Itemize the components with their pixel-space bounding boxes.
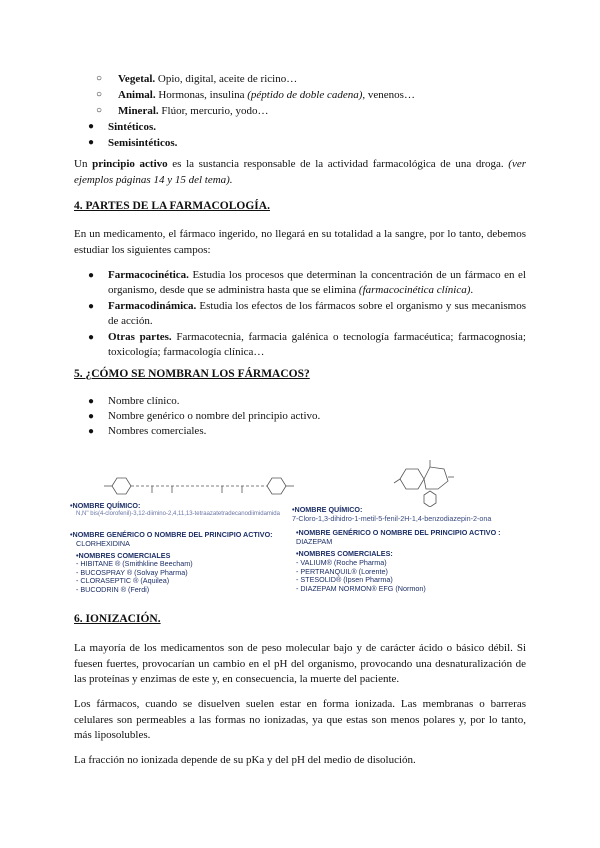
- list-item: - BUCOSPRAY ® (Solvay Pharma): [76, 567, 188, 577]
- bullet-icon: ●: [88, 270, 95, 281]
- list-item: ● Otras partes. Farmacotecnia, farmacia galénica o tecnología farmacéutica; farmacognosia; toxicología; farmacología clínica…: [88, 331, 526, 358]
- list-item: - PERTRANQUIL® (Lorente): [296, 566, 388, 576]
- bullet-icon: ●: [88, 137, 95, 148]
- sources-sublist: [96, 71, 415, 119]
- circle-bullet-icon: ○: [96, 73, 103, 84]
- list-item: ● Nombre clínico.: [88, 395, 180, 407]
- section-4-heading: 4. PARTES DE LA FARMACOLOGÍA.: [74, 200, 270, 212]
- left-commercial-title: •NOMBRES COMERCIALES: [76, 551, 171, 560]
- circle-bullet-icon: ○: [96, 105, 103, 116]
- list-item: - STESOLID® (Ipsen Pharma): [296, 575, 393, 585]
- right-commercial-title: •NOMBRES COMERCIALES:: [296, 549, 393, 558]
- section-6-paragraph-2: Los fármacos, cuando se disuelven suelen estar en forma ionizada. Las membranas o barreras celulares son permeables a las formas no ionizadas, ya que estas son menos polares y, por lo tanto, más liposolubles.: [74, 698, 526, 741]
- list-item: - DIAZEPAM NORMON® EFG (Normon): [296, 583, 426, 593]
- list-item: ● Farmacocinética. Estudia los procesos que determinan la concentración de un fármaco en el organismo, desde que se administra hasta que se elimina (farmacocinética clínica).: [88, 269, 526, 296]
- right-chem-title: •NOMBRE QUÍMICO:: [292, 505, 363, 514]
- list-item: ● Nombre genérico o nombre del principio activo.: [88, 410, 321, 422]
- list-item: ● Farmacodinámica. Estudia los efectos de los fármacos sobre el organismo y sus mecanismos de acción.: [88, 300, 526, 327]
- left-chem-title: •NOMBRE QUÍMICO:: [70, 501, 141, 510]
- bullet-icon: ●: [88, 411, 95, 422]
- list-item: - CLORASEPTIC ® (Aquilea): [76, 576, 170, 586]
- section-6-paragraph-1: La mayoría de los medicamentos son de peso molecular bajo y de carácter ácido o básico débil. Si fuesen fuertes, provocarían un cambio en el pH del organismo, provocando una desnaturalización de las proteínas y enzimas de este y, en consecuencia, la muerte del paciente.: [74, 642, 526, 685]
- left-chem-value: N,N'' bis(4-clorofenil)-3,12-diimino-2,4,11,13-tetraazatetradecanodiimidamida: [76, 511, 280, 517]
- left-generic-value: CLORHEXIDINA: [76, 539, 130, 548]
- bullet-icon: ●: [88, 426, 95, 437]
- left-generic-title: •NOMBRE GENÉRICO O NOMBRE DEL PRINCIPIO ACTIVO:: [70, 530, 273, 539]
- drug-naming-figure: [70, 455, 540, 605]
- left-commercial-list: [76, 560, 193, 594]
- chlorhexidine-structure-image: [92, 471, 302, 501]
- right-generic-title: •NOMBRE GENÉRICO O NOMBRE DEL PRINCIPIO ACTIVO :: [296, 528, 501, 537]
- section-5-list: [78, 394, 320, 439]
- right-generic-value: DIAZEPAM: [296, 537, 333, 546]
- list-item: ● Sintéticos.: [88, 121, 156, 133]
- right-commercial-list: [296, 559, 426, 593]
- section-4-list: [78, 268, 526, 360]
- section-4-intro: En un medicamento, el fármaco ingerido, no llegará en su totalidad a la sangre, por lo tanto, debemos estudiar los siguientes campos:: [74, 228, 526, 256]
- list-item: - HIBITANE ® (Smithkline Beecham): [76, 559, 193, 568]
- section-6-paragraph-3: La fracción no ionizada depende de su pKa y del pH del medio de disolución.: [74, 754, 416, 766]
- bullet-icon: ●: [88, 332, 95, 343]
- list-item: ● Nombres comerciales.: [88, 425, 207, 437]
- list-item: ○ Mineral. Flúor, mercurio, yodo…: [96, 105, 269, 117]
- circle-bullet-icon: ○: [96, 89, 103, 100]
- list-item: ○ Animal. Hormonas, insulina (péptido de doble cadena), venenos…: [96, 89, 415, 101]
- diazepam-structure-image: [390, 457, 470, 507]
- types-list: [78, 119, 177, 151]
- list-item: - BUCODRIN ® (Ferdi): [76, 584, 150, 594]
- right-chem-value: 7-Cloro-1,3-dihidro-1-metil-5-fenil-2H-1,4-benzodiazepin-2-ona: [292, 514, 492, 523]
- list-item: - VALIUM® (Roche Pharma): [296, 558, 387, 567]
- section-5-heading: 5. ¿CÓMO SE NOMBRAN LOS FÁRMACOS?: [74, 368, 310, 380]
- section-6-heading: 6. IONIZACIÓN.: [74, 613, 161, 625]
- list-item: ○ Vegetal. Opio, digital, aceite de ricino…: [96, 73, 298, 85]
- bullet-icon: ●: [88, 301, 95, 312]
- bullet-icon: ●: [88, 121, 95, 132]
- list-item: ● Semisintéticos.: [88, 137, 178, 149]
- bullet-icon: ●: [88, 396, 95, 407]
- principio-activo-paragraph: Un principio activo es la sustancia responsable de la actividad farmacológica de una droga. (ver ejemplos páginas 14 y 15 del tema).: [74, 158, 526, 186]
